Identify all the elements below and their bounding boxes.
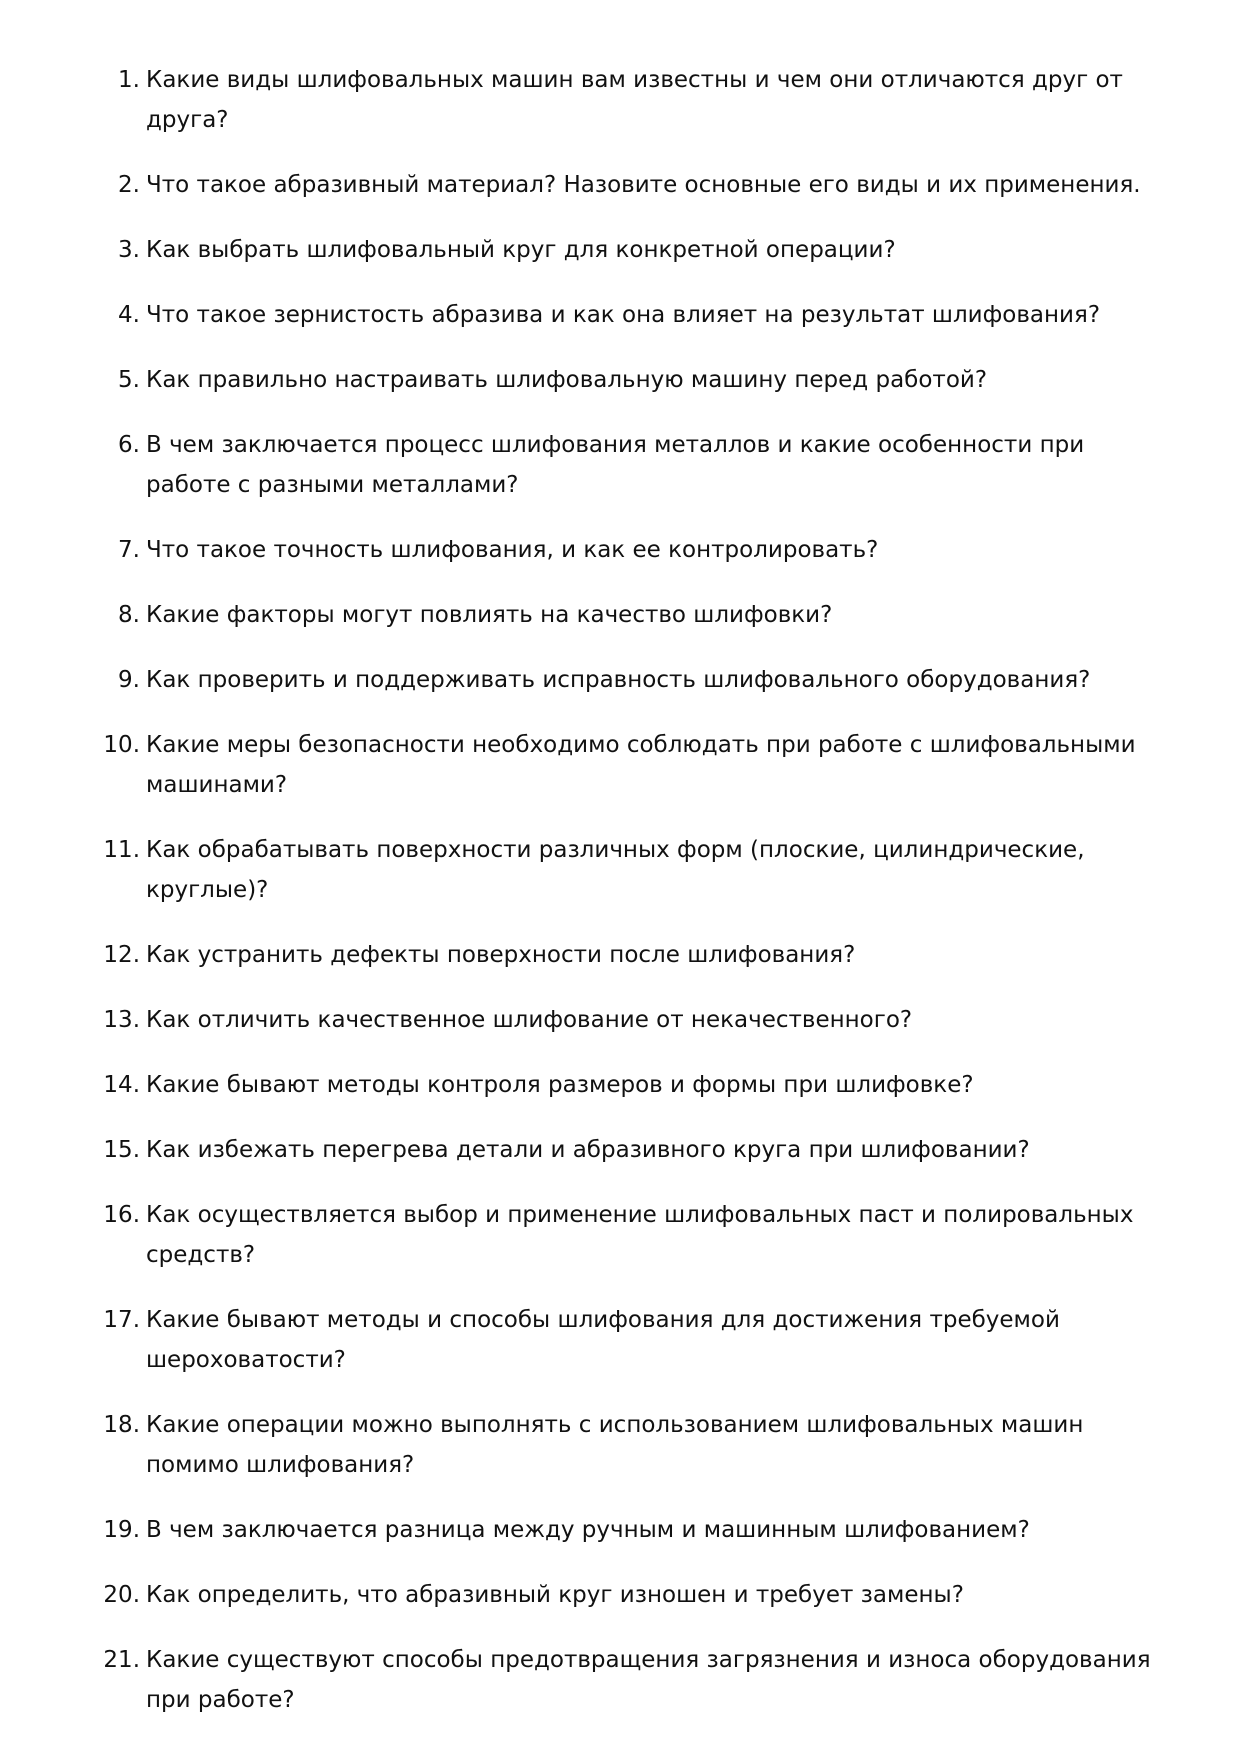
question-text: Как избежать перегрева детали и абразивного круга при шлифовании? <box>146 1137 1030 1163</box>
question-number: 20. <box>103 1582 140 1608</box>
question-text: Какие операции можно выполнять с использованием шлифовальных машин помимо шлифования? <box>146 1412 1084 1478</box>
question-text: Как проверить и поддерживать исправность шлифовального оборудования? <box>146 667 1091 693</box>
list-item <box>0 935 1239 975</box>
question-number: 14. <box>103 1072 140 1098</box>
question-number: 9. <box>118 667 140 693</box>
question-number: 10. <box>103 732 140 758</box>
question-number: 8. <box>118 602 140 628</box>
question-text: Как обрабатывать поверхности различных форм (плоские, цилиндрические, круглые)? <box>146 837 1085 903</box>
list-item <box>0 165 1239 205</box>
list-item <box>0 230 1239 270</box>
question-number: 5. <box>118 367 140 393</box>
question-number: 7. <box>118 537 140 563</box>
question-number: 6. <box>118 432 140 458</box>
question-number: 1. <box>118 67 140 93</box>
list-item <box>0 595 1239 635</box>
question-number: 16. <box>103 1202 140 1228</box>
question-number: 4. <box>118 302 140 328</box>
question-number: 13. <box>103 1007 140 1033</box>
question-number: 21. <box>103 1647 140 1673</box>
list-item <box>0 1575 1239 1615</box>
list-item <box>0 1065 1239 1105</box>
question-number: 11. <box>103 837 140 863</box>
question-text: Что такое зернистость абразива и как она влияет на результат шлифования? <box>146 302 1101 328</box>
list-item <box>0 725 1239 805</box>
question-text: Как отличить качественное шлифование от некачественного? <box>146 1007 913 1033</box>
question-text: Какие бывают методы и способы шлифования для достижения требуемой шероховатости? <box>146 1307 1060 1373</box>
question-text: Как определить, что абразивный круг изношен и требует замены? <box>146 1582 964 1608</box>
question-number: 17. <box>103 1307 140 1333</box>
list-item <box>0 530 1239 570</box>
question-text: Что такое точность шлифования, и как ее контролировать? <box>146 537 879 563</box>
list-item <box>0 1640 1239 1720</box>
question-list <box>0 60 1239 1745</box>
list-item <box>0 660 1239 700</box>
question-text: В чем заключается процесс шлифования металлов и какие особенности при работе с разными металлами? <box>146 432 1085 498</box>
question-number: 3. <box>118 237 140 263</box>
list-item <box>0 1300 1239 1380</box>
question-text: Как осуществляется выбор и применение шлифовальных паст и полировальных средств? <box>146 1202 1134 1268</box>
question-number: 12. <box>103 942 140 968</box>
question-text: Какие меры безопасности необходимо соблюдать при работе с шлифовальными машинами? <box>146 732 1136 798</box>
list-item <box>0 60 1239 140</box>
question-number: 2. <box>118 172 140 198</box>
list-item <box>0 425 1239 505</box>
list-item <box>0 1510 1239 1550</box>
list-item <box>0 1405 1239 1485</box>
list-item <box>0 295 1239 335</box>
question-number: 18. <box>103 1412 140 1438</box>
question-text: Какие существуют способы предотвращения загрязнения и износа оборудования при работе? <box>146 1647 1151 1713</box>
question-text: Какие бывают методы контроля размеров и формы при шлифовке? <box>146 1072 974 1098</box>
question-text: Какие виды шлифовальных машин вам известны и чем они отличаются друг от друга? <box>146 67 1123 133</box>
question-number: 19. <box>103 1517 140 1543</box>
question-text: В чем заключается разница между ручным и машинным шлифованием? <box>146 1517 1030 1543</box>
question-text: Как правильно настраивать шлифовальную машину перед работой? <box>146 367 988 393</box>
question-text: Какие факторы могут повлиять на качество шлифовки? <box>146 602 833 628</box>
list-item <box>0 830 1239 910</box>
question-number: 15. <box>103 1137 140 1163</box>
question-text: Как устранить дефекты поверхности после шлифования? <box>146 942 856 968</box>
list-item <box>0 1195 1239 1275</box>
list-item <box>0 360 1239 400</box>
question-text: Что такое абразивный материал? Назовите основные его виды и их применения. <box>146 172 1141 198</box>
list-item <box>0 1130 1239 1170</box>
question-text: Как выбрать шлифовальный круг для конкретной операции? <box>146 237 896 263</box>
list-item <box>0 1000 1239 1040</box>
